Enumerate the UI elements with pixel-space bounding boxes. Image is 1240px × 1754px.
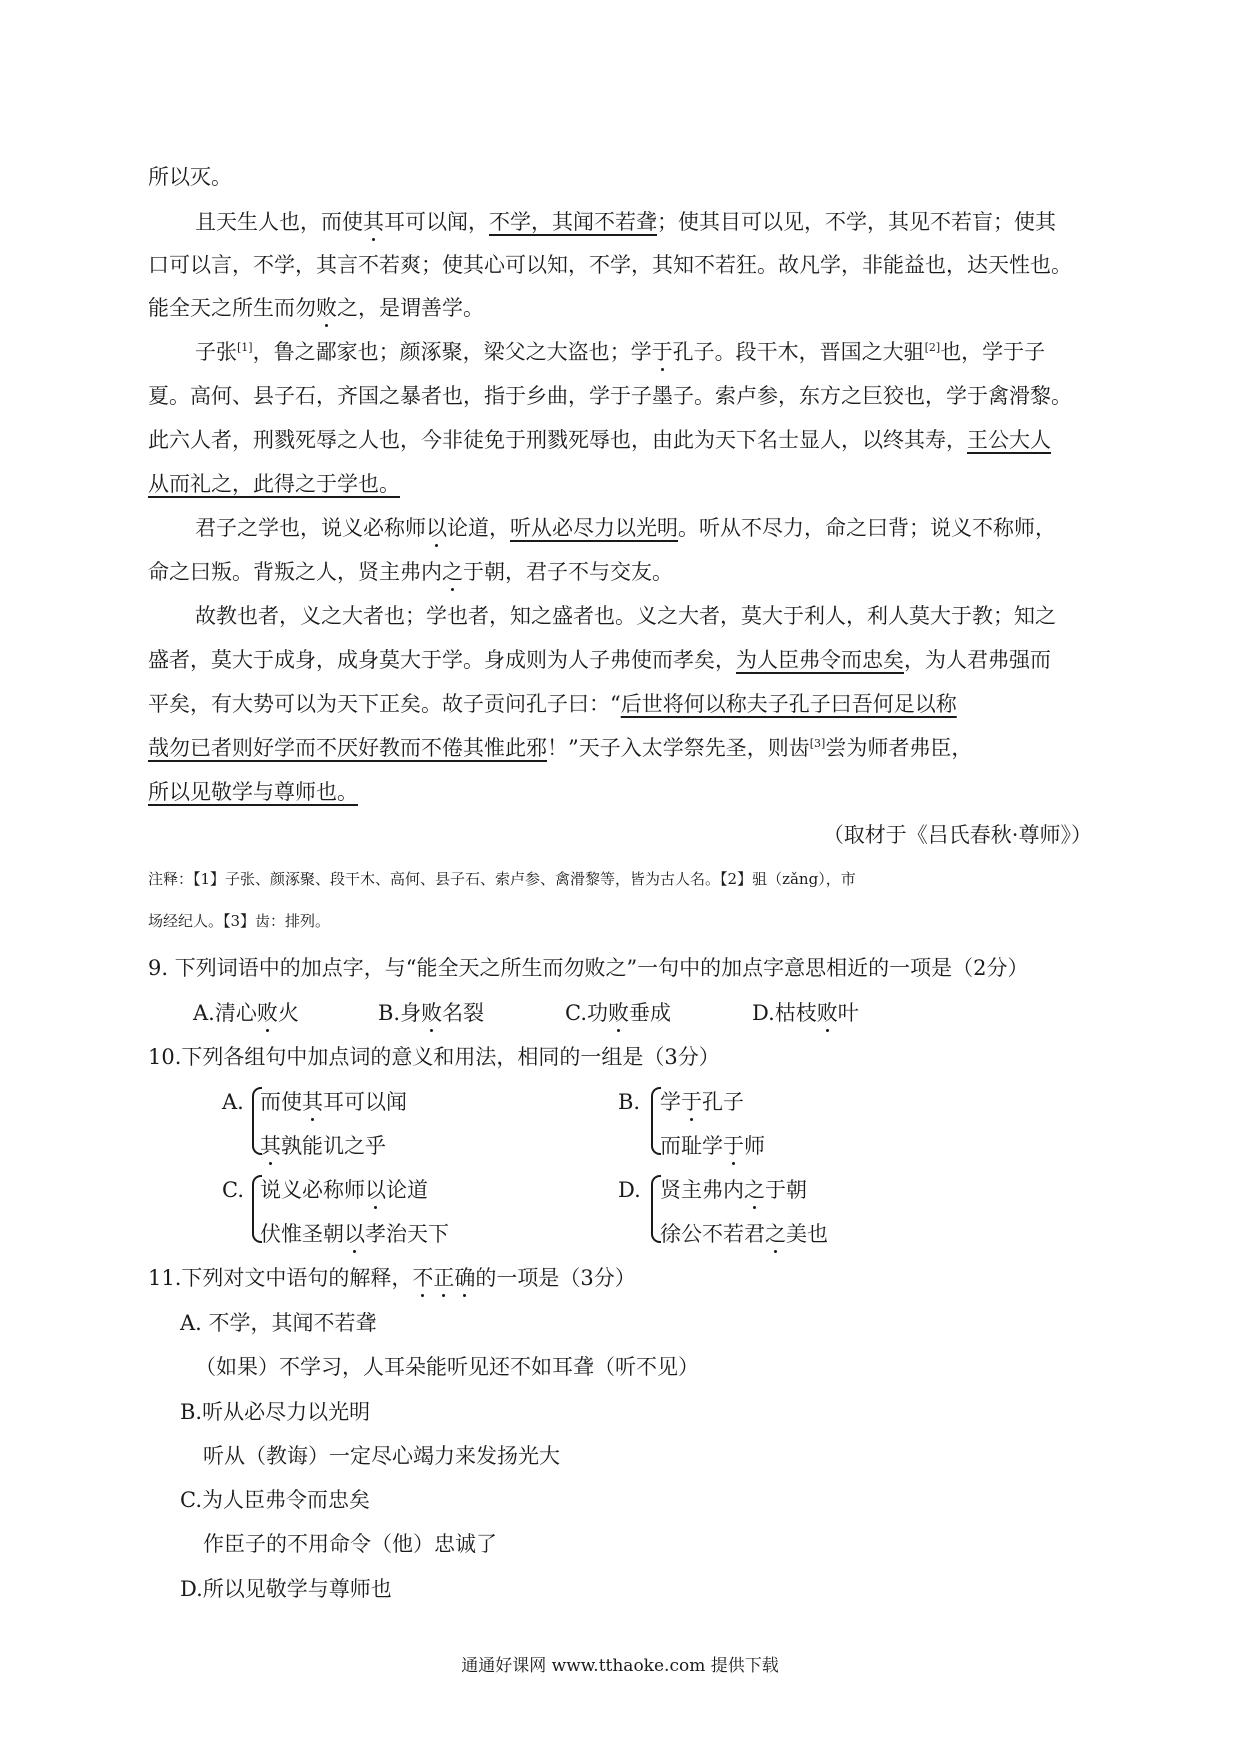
annotation-line: 注释：【1】子张、颜涿聚、段干木、高何、县子石、索卢参、禽滑黎等，皆为古人名。【2】驵（zǎng），市 bbox=[148, 870, 856, 888]
text: 说义必称师 bbox=[260, 1178, 365, 1202]
dotted-word: 败 bbox=[316, 296, 337, 320]
dotted-word: 败 bbox=[256, 1001, 278, 1025]
q11-option-d: D.所以见敬学与尊师也 bbox=[180, 1577, 392, 1601]
text: 于朝 bbox=[765, 1178, 807, 1202]
q10-d-sentence-2 bbox=[660, 1224, 828, 1245]
text: 且天生人也，而使 bbox=[195, 210, 363, 234]
text: 孔子 bbox=[702, 1090, 744, 1114]
q9-option-b bbox=[378, 1003, 484, 1024]
question-11-stem bbox=[148, 1268, 636, 1289]
q10-b-sentence-2 bbox=[660, 1136, 765, 1157]
footnote-mark: [1] bbox=[237, 341, 253, 354]
question-10-stem: 10.下列各组句中加点词的意义和用法，相同的一组是（3分） bbox=[148, 1045, 720, 1069]
text: 师 bbox=[744, 1134, 765, 1158]
q11-option-c: C.为人臣弗令而忠矣 bbox=[180, 1488, 370, 1512]
passage-line: 所以灭。 bbox=[148, 165, 232, 189]
q11-option-b: B.听从必尽力以光明 bbox=[180, 1400, 371, 1424]
text: 孔子。段干木，晋国之大驵 bbox=[672, 340, 925, 364]
q10-option-a-label: A. bbox=[222, 1090, 244, 1114]
text: ；使其目可以见，不学，其见不若盲；使其 bbox=[657, 210, 1056, 234]
text: 此六人者，刑戮死辱之人也，今非徒免于刑戮死辱也，由此为天下名士显人，以终其寿， bbox=[148, 428, 967, 452]
underlined-sentence: 哉勿已者则好学而不厌好教而不倦其惟此邪 bbox=[148, 736, 547, 760]
passage-line bbox=[195, 518, 1056, 539]
q11-option-c-explanation: 作臣子的不用命令（他）忠诚了 bbox=[203, 1532, 497, 1556]
dotted-word: 于 bbox=[681, 1090, 702, 1114]
dotted-word: 败 bbox=[816, 1001, 838, 1025]
source-citation: （取材于《吕氏春秋·尊师》） bbox=[822, 823, 1092, 847]
passage-line bbox=[148, 738, 972, 759]
text: 孝治天下 bbox=[365, 1222, 449, 1246]
q10-option-d-label: D. bbox=[618, 1178, 641, 1202]
dotted-word: 于 bbox=[651, 340, 673, 364]
underlined-sentence: 不学，其闻不若聋 bbox=[489, 210, 657, 234]
text: 伏惟圣朝 bbox=[260, 1222, 344, 1246]
text: 平矣，有大势可以为天下正矣。故子贡问孔子曰：“ bbox=[148, 692, 621, 716]
question-9-stem: 9. 下列词语中的加点字，与“能全天之所生而勿败之”一句中的加点字意思相近的一项是（2分） bbox=[148, 956, 1029, 980]
text: 徐公不若君 bbox=[660, 1222, 765, 1246]
text: ！”天子入太学祭先圣，则齿 bbox=[547, 736, 810, 760]
text: 也，学于子 bbox=[940, 340, 1046, 364]
q10-a-sentence-2 bbox=[260, 1136, 386, 1157]
passage-line bbox=[195, 212, 1056, 233]
text: 垂成 bbox=[629, 1001, 671, 1025]
text: 名裂 bbox=[442, 1001, 485, 1025]
dotted-word: 以 bbox=[365, 1178, 386, 1202]
text: 火 bbox=[277, 1001, 299, 1025]
text: 叶 bbox=[837, 1001, 859, 1025]
text: 而耻学 bbox=[660, 1134, 723, 1158]
underlined-sentence: 从而礼之，此得之于学也。 bbox=[148, 472, 400, 496]
passage-line bbox=[148, 298, 484, 319]
text: 子张 bbox=[195, 340, 237, 364]
footnote-mark: [3] bbox=[809, 737, 826, 750]
text: ，鲁之鄙家也；颜涿聚，梁父之大盗也；学 bbox=[252, 340, 652, 364]
dotted-word: 之 bbox=[442, 560, 463, 584]
text: ，为人君弗强而 bbox=[904, 648, 1051, 672]
text: 耳可以闻 bbox=[323, 1090, 407, 1114]
text: 命之曰叛。背叛之人，贤主弗内 bbox=[148, 560, 442, 584]
q10-d-sentence-1 bbox=[660, 1180, 807, 1201]
annotation-line: 场经纪人。【3】齿：排列。 bbox=[148, 912, 331, 930]
dotted-word: 之 bbox=[765, 1222, 786, 1246]
passage-line bbox=[148, 694, 957, 715]
text: B.身 bbox=[378, 1001, 422, 1025]
q11-option-a-explanation: （如果）不学习，人耳朵能听见还不如耳聋（听不见） bbox=[195, 1355, 699, 1379]
dotted-word: 败 bbox=[608, 1001, 629, 1025]
dotted-word: 不 bbox=[412, 1266, 434, 1290]
passage-line bbox=[148, 562, 673, 583]
text: 能全天之所生而勿 bbox=[148, 296, 316, 320]
passage-line: 夏。高何、县子石，齐国之暴者也，指于乡曲，学于子墨子。索卢参，东方之巨狡也，学于禽滑黎。 bbox=[148, 384, 1072, 408]
footnote-mark: [2] bbox=[924, 341, 941, 354]
q10-b-sentence-1 bbox=[660, 1092, 744, 1113]
page-footer: 通通好课网 www.tthaoke.com 提供下载 bbox=[461, 1656, 779, 1676]
text: 而使 bbox=[260, 1090, 302, 1114]
text: A.清心 bbox=[193, 1001, 257, 1025]
q9-option-d bbox=[752, 1003, 859, 1024]
text: 论道， bbox=[447, 516, 510, 540]
passage-line: 口可以言，不学，其言不若爽；使其心可以知，不学，其知不若狂。故凡学，非能益也，达天性也。 bbox=[148, 253, 1072, 277]
dotted-word: 其 bbox=[260, 1134, 281, 1158]
q10-option-c-label: C. bbox=[222, 1178, 244, 1202]
text: 于朝，君子不与交友。 bbox=[463, 560, 673, 584]
dotted-word: 之 bbox=[744, 1178, 765, 1202]
underlined-sentence: 王公大人 bbox=[967, 428, 1051, 452]
underlined-sentence: 所以见敬学与尊师也。 bbox=[148, 780, 358, 804]
dotted-word: 其 bbox=[302, 1090, 323, 1114]
dotted-word: 于 bbox=[723, 1134, 744, 1158]
text: 11.下列对文中语句的解释， bbox=[148, 1266, 413, 1290]
q10-option-b-label: B. bbox=[618, 1090, 641, 1114]
text: 的一项是（3分） bbox=[475, 1266, 636, 1290]
underlined-sentence: 后世将何以称夫子孔子曰吾何足以称 bbox=[620, 692, 957, 716]
text: D.枯枝 bbox=[752, 1001, 817, 1025]
q9-option-a bbox=[193, 1003, 299, 1024]
text: 尝为师者弗臣， bbox=[825, 736, 973, 760]
text: 学 bbox=[660, 1090, 681, 1114]
text: 。听从不尽力，命之曰背；说义不称师， bbox=[678, 516, 1056, 540]
passage-line bbox=[148, 650, 1051, 671]
dotted-word: 以 bbox=[426, 516, 447, 540]
q11-option-a: A. 不学，其闻不若聋 bbox=[180, 1311, 377, 1335]
passage-line bbox=[148, 430, 1051, 451]
q10-c-sentence-2 bbox=[260, 1224, 449, 1245]
q10-a-sentence-1 bbox=[260, 1092, 407, 1113]
dotted-word: 其 bbox=[363, 210, 384, 234]
passage-line bbox=[195, 342, 1045, 363]
text: 君子之学也，说义必称师 bbox=[195, 516, 426, 540]
q9-option-c bbox=[565, 1003, 671, 1024]
text: 美也 bbox=[786, 1222, 828, 1246]
text: 耳可以闻， bbox=[384, 210, 489, 234]
text: 孰能讥之乎 bbox=[281, 1134, 386, 1158]
text: 论道 bbox=[386, 1178, 428, 1202]
underlined-sentence: 为人臣弗令而忠矣 bbox=[736, 648, 904, 672]
text: 盛者，莫大于成身，成身莫大于学。身成则为人子弗使而孝矣， bbox=[148, 648, 736, 672]
underlined-sentence: 听从必尽力以光明 bbox=[510, 516, 678, 540]
passage-line bbox=[148, 782, 358, 803]
dotted-word: 败 bbox=[421, 1001, 443, 1025]
q10-c-sentence-1 bbox=[260, 1180, 428, 1201]
dotted-word: 确 bbox=[454, 1266, 476, 1290]
passage-line bbox=[148, 474, 400, 495]
q11-option-b-explanation: 听从（教诲）一定尽心竭力来发扬光大 bbox=[203, 1444, 560, 1468]
text: 之，是谓善学。 bbox=[337, 296, 484, 320]
dotted-word: 正 bbox=[433, 1266, 455, 1290]
text: 贤主弗内 bbox=[660, 1178, 744, 1202]
passage-line: 故教也者，义之大者也；学也者，知之盛者也。义之大者，莫大于利人，利人莫大于教；知之 bbox=[195, 604, 1056, 628]
dotted-word: 以 bbox=[344, 1222, 365, 1246]
text: C.功 bbox=[565, 1001, 608, 1025]
